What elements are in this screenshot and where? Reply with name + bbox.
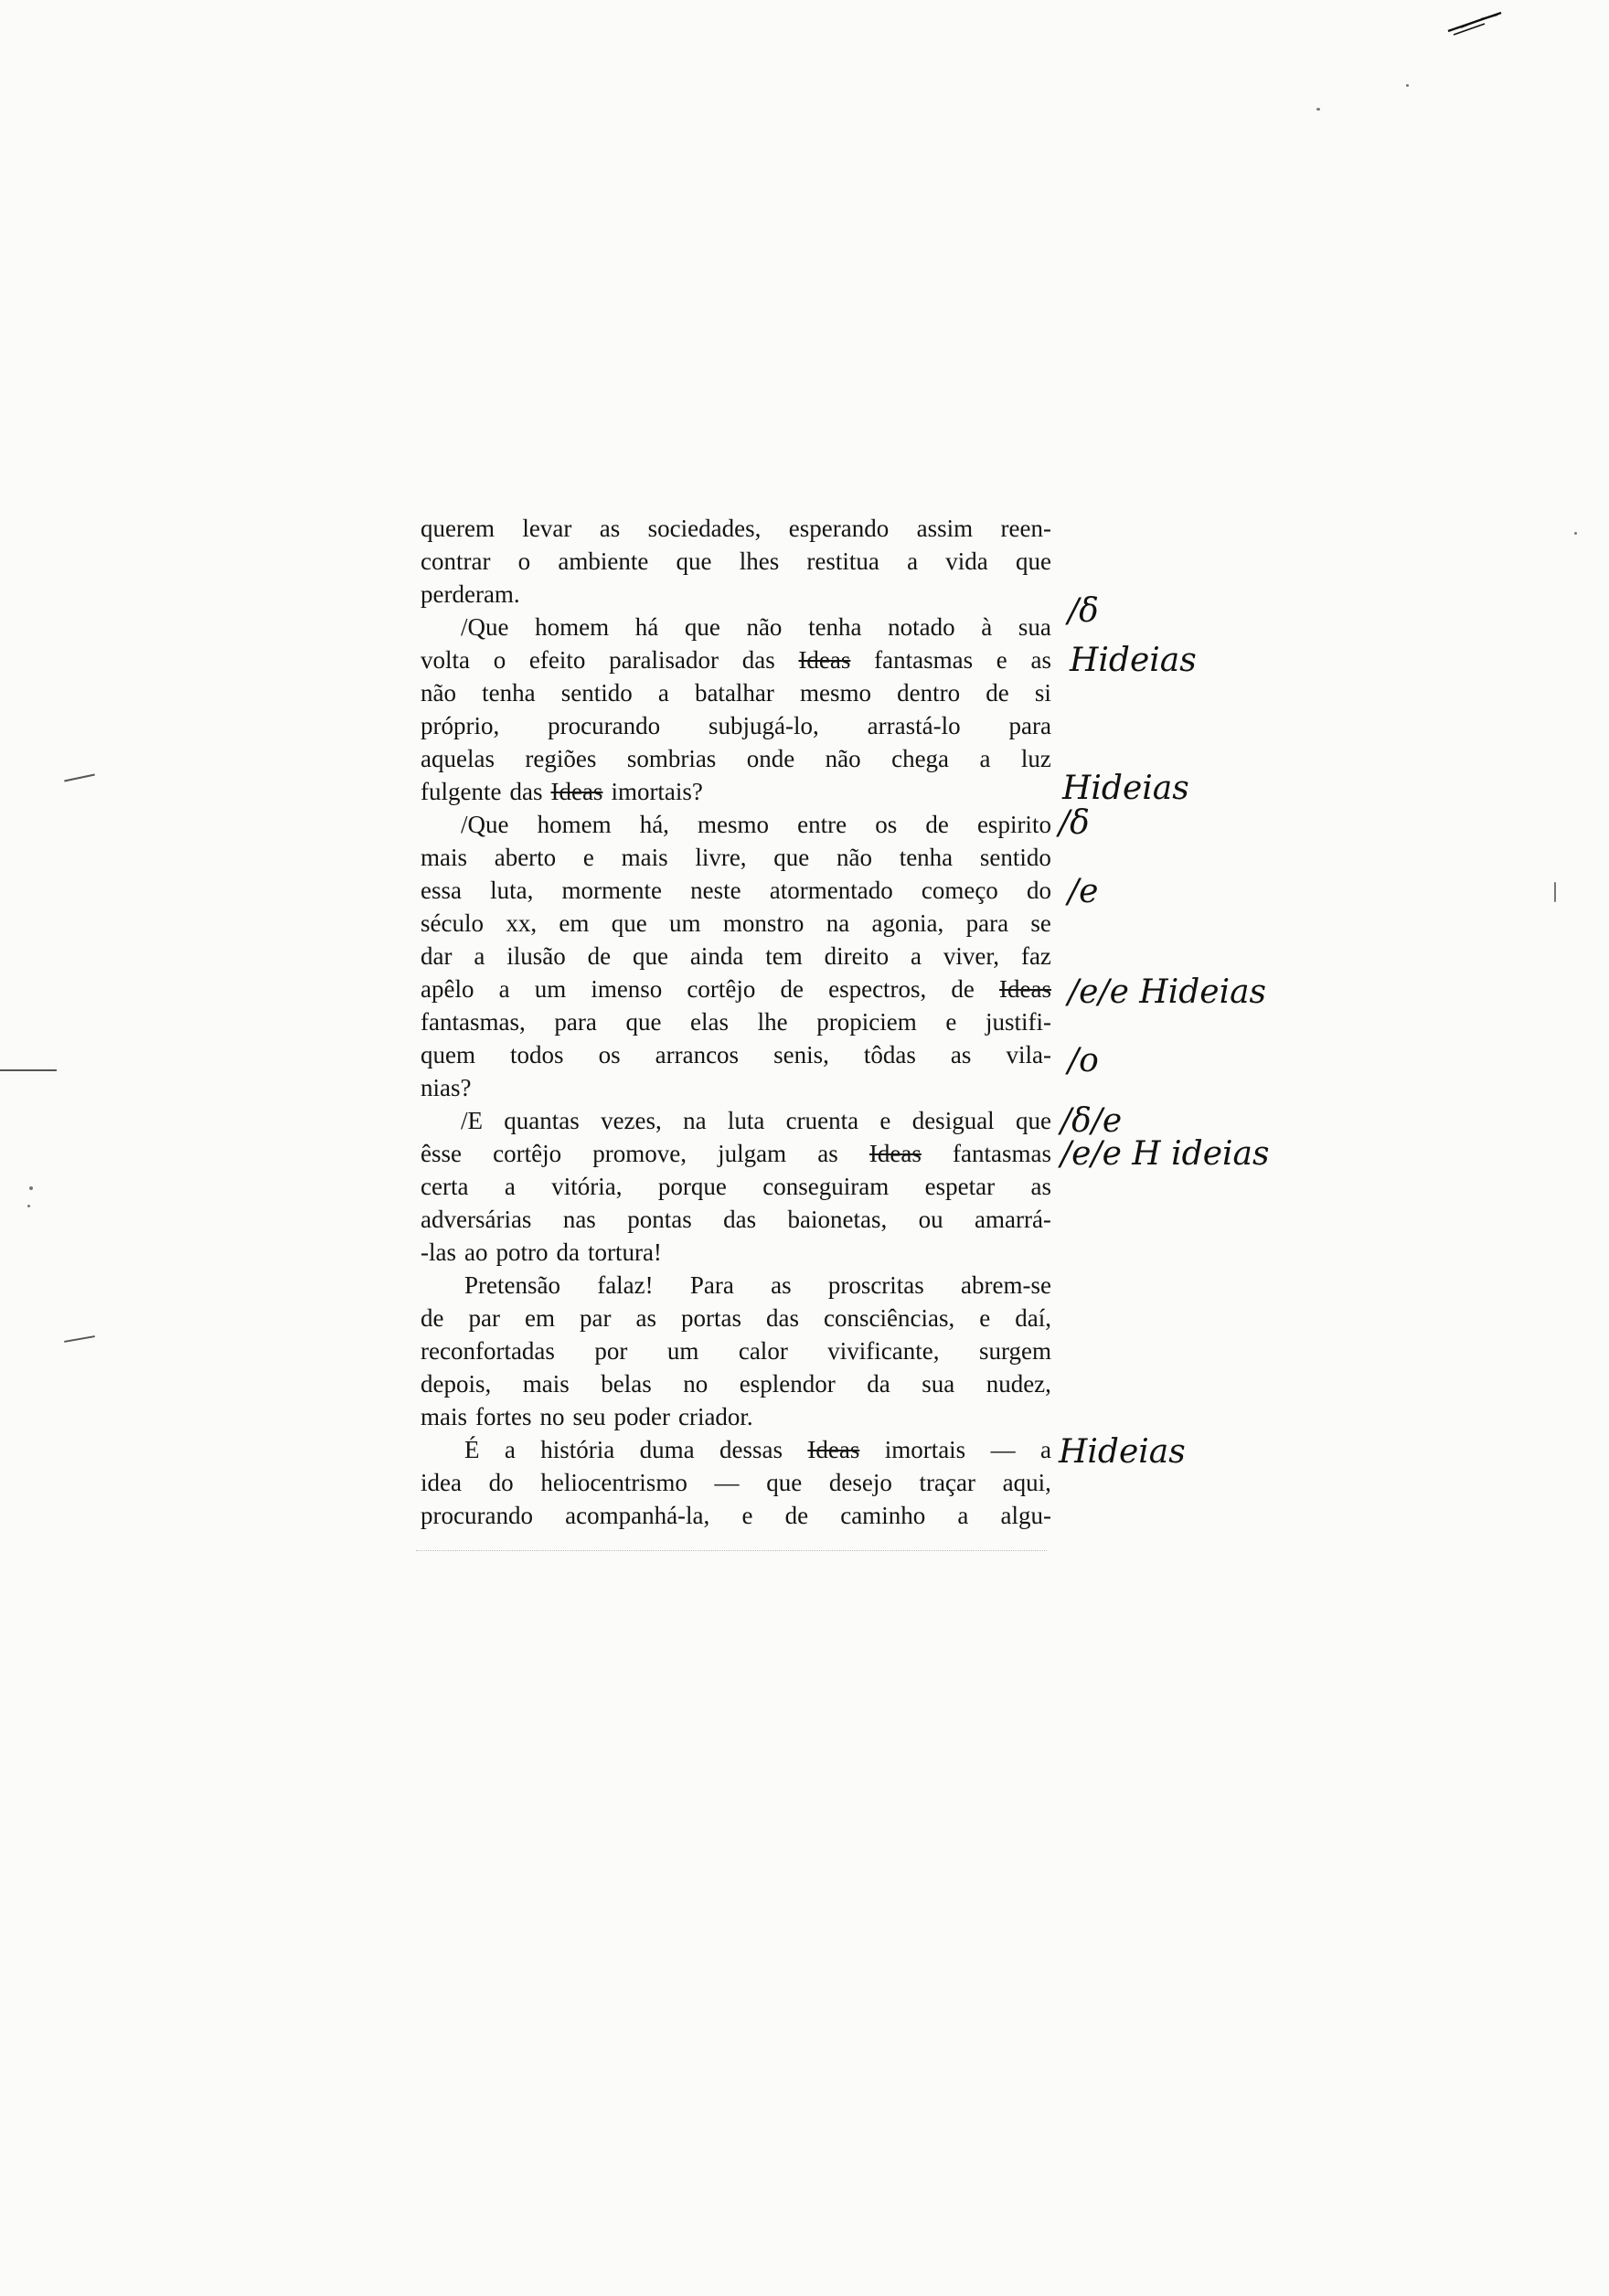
dust-speck <box>27 1205 30 1207</box>
word: a <box>911 942 922 970</box>
word: dentro <box>897 679 961 707</box>
word: a <box>957 1502 969 1529</box>
word: no <box>683 1370 709 1398</box>
word: dar <box>421 942 453 970</box>
word: homem <box>537 811 612 838</box>
word: esperando <box>788 515 890 542</box>
word: algu- <box>1000 1502 1051 1529</box>
word: cortêjo <box>687 975 756 1003</box>
margin-note: /e/e H ideias <box>1060 1135 1270 1173</box>
word: que <box>611 909 647 937</box>
word: das <box>509 778 543 805</box>
word: à <box>981 613 993 641</box>
word: luz <box>1020 745 1051 772</box>
word: senis, <box>773 1041 829 1068</box>
word: caminho <box>840 1502 926 1529</box>
word: de <box>780 975 804 1003</box>
word: atormentado <box>769 877 893 904</box>
word: chega <box>891 745 950 772</box>
word: — <box>714 1469 740 1496</box>
word: para <box>1008 712 1051 739</box>
word: viver, <box>943 942 1000 970</box>
word: sociedades, <box>647 515 762 542</box>
word: no <box>539 1403 565 1430</box>
word: por <box>594 1337 628 1365</box>
word: portas <box>681 1304 742 1332</box>
text-line <box>421 1038 1051 1071</box>
word: e <box>979 1304 991 1332</box>
word: todos <box>510 1041 564 1068</box>
word: e <box>582 844 594 871</box>
word: e <box>879 1107 891 1134</box>
text-line <box>421 1236 1051 1269</box>
word: do <box>1026 877 1051 904</box>
text-line <box>421 1400 1051 1433</box>
text-line <box>421 512 1051 545</box>
word: ao <box>464 1238 488 1266</box>
word: tenha <box>899 844 954 871</box>
word: mormente <box>561 877 662 904</box>
word: fantasmas, <box>421 1008 526 1036</box>
struck-word: Ideas <box>999 975 1051 1003</box>
word: promove, <box>592 1140 687 1167</box>
text-line <box>421 1433 1051 1466</box>
word: pontas <box>627 1206 692 1233</box>
word: imenso <box>591 975 663 1003</box>
word: Para <box>689 1271 734 1299</box>
word: fantasmas <box>874 646 974 674</box>
word: da <box>867 1370 890 1398</box>
word: /Que <box>461 811 509 838</box>
word: um <box>666 1337 699 1365</box>
word: há <box>634 613 659 641</box>
word: espetar <box>924 1173 996 1200</box>
word: das <box>766 1304 800 1332</box>
word: mais <box>522 1370 570 1398</box>
word: espectros, <box>828 975 927 1003</box>
word: imortais? <box>611 778 703 805</box>
word: as <box>1030 1173 1051 1200</box>
faint-rule <box>416 1550 1047 1551</box>
dust-speck <box>1316 108 1320 111</box>
word: nudez, <box>986 1370 1051 1398</box>
word: a <box>657 679 669 707</box>
word: Pretensão <box>464 1271 560 1299</box>
word: que <box>684 613 720 641</box>
text-line <box>421 578 1051 611</box>
word: essa <box>421 877 462 904</box>
word: vida <box>945 547 988 575</box>
word: par <box>580 1304 612 1332</box>
word: si <box>1034 679 1051 707</box>
word: a <box>498 975 510 1003</box>
struck-word: Ideas <box>868 1140 922 1167</box>
word: desigual <box>911 1107 995 1134</box>
word: lhes <box>739 547 780 575</box>
word: há, <box>639 811 669 838</box>
word: elas <box>690 1008 730 1036</box>
word: nas <box>562 1206 596 1233</box>
word: heliocentrismo <box>540 1469 687 1496</box>
text-line <box>421 1499 1051 1532</box>
margin-note: Hideias <box>1062 770 1189 807</box>
word: lhe <box>757 1008 788 1036</box>
word: ou <box>918 1206 943 1233</box>
word: propiciem <box>816 1008 917 1036</box>
word: começo <box>921 877 998 904</box>
text-line <box>421 907 1051 940</box>
word: julgam <box>718 1140 787 1167</box>
word: mais <box>421 844 467 871</box>
word: conseguiram <box>762 1173 890 1200</box>
word: e <box>996 646 1007 674</box>
text-line <box>421 775 1051 808</box>
text-line <box>421 1170 1051 1203</box>
word: a <box>504 1436 516 1463</box>
word: calor <box>738 1337 788 1365</box>
word: procurando <box>421 1502 533 1529</box>
margin-note: /δ/e <box>1060 1102 1123 1140</box>
word: quantas <box>504 1107 580 1134</box>
word: faz <box>1020 942 1051 970</box>
text-line <box>421 676 1051 709</box>
word: querem <box>421 515 495 542</box>
word: sentido <box>560 679 633 707</box>
word: que <box>1015 1107 1051 1134</box>
word: desejo <box>828 1469 892 1496</box>
word: tenha <box>482 679 536 707</box>
word: nias? <box>421 1074 472 1101</box>
word: sua <box>922 1370 955 1398</box>
word: potro <box>495 1238 549 1266</box>
word: sua <box>1018 613 1051 641</box>
word: luta <box>727 1107 765 1134</box>
word: que <box>633 942 668 970</box>
word: história <box>540 1436 615 1463</box>
word: ambiente <box>558 547 649 575</box>
word: sombrias <box>626 745 717 772</box>
margin-note: /o <box>1068 1042 1099 1079</box>
word: sentido <box>979 844 1051 871</box>
word: dessas <box>719 1436 783 1463</box>
word: consciências, <box>824 1304 955 1332</box>
word: em <box>559 909 590 937</box>
word: reconfortadas <box>421 1337 555 1365</box>
word: restitua <box>806 547 879 575</box>
word: certa <box>421 1173 469 1200</box>
word: traçar <box>919 1469 975 1496</box>
word: criador. <box>677 1403 753 1430</box>
word: homem <box>535 613 610 641</box>
margin-note: Hideias <box>1059 1433 1186 1471</box>
word: que <box>773 844 810 871</box>
dust-speck <box>1406 84 1409 87</box>
word: século <box>421 909 484 937</box>
text-line <box>421 874 1051 907</box>
word: neste <box>690 877 741 904</box>
word: aquelas <box>421 745 495 772</box>
margin-note: /e/e Hideias <box>1068 973 1267 1011</box>
text-line <box>421 1104 1051 1137</box>
word: É <box>464 1436 480 1463</box>
text-line <box>421 709 1051 742</box>
word: o <box>517 547 531 575</box>
margin-note: /δ <box>1068 592 1099 630</box>
word: falaz! <box>597 1271 654 1299</box>
word: esplendor <box>739 1370 836 1398</box>
word: procurando <box>548 712 661 739</box>
word: contrar <box>421 547 491 575</box>
word: mesmo <box>698 811 770 838</box>
word: um <box>669 909 701 937</box>
word: espirito <box>976 811 1051 838</box>
word: de <box>986 679 1009 707</box>
word: se <box>1030 909 1051 937</box>
word: vila- <box>1006 1041 1051 1068</box>
word: as <box>771 1271 792 1299</box>
word: cruenta <box>785 1107 859 1134</box>
word: não <box>746 613 783 641</box>
word: reen- <box>1000 515 1051 542</box>
word: a <box>907 547 919 575</box>
word: monstro <box>722 909 804 937</box>
word: onde <box>746 745 795 772</box>
word: na <box>826 909 850 937</box>
word: quem <box>421 1041 475 1068</box>
word: volta <box>421 646 470 674</box>
word: luta, <box>490 877 534 904</box>
word: as <box>599 515 621 542</box>
body-text <box>421 512 1051 1532</box>
word: regiões <box>525 745 597 772</box>
dust-speck <box>1574 532 1577 535</box>
word: para <box>554 1008 597 1036</box>
text-line <box>421 1137 1051 1170</box>
word: a <box>504 1173 516 1200</box>
text-line <box>421 940 1051 973</box>
word: que <box>676 547 712 575</box>
word: belas <box>601 1370 652 1398</box>
word: duma <box>639 1436 695 1463</box>
word: agonia, <box>871 909 944 937</box>
word: efeito <box>528 646 586 674</box>
word: batalhar <box>694 679 774 707</box>
text-line <box>421 1071 1051 1104</box>
word: — <box>990 1436 1016 1463</box>
text-line <box>421 973 1051 1005</box>
corner-page-mark <box>1444 4 1508 40</box>
word: de <box>925 811 949 838</box>
word: perderam. <box>421 580 520 608</box>
word: ilusão <box>506 942 566 970</box>
word: que <box>766 1469 803 1496</box>
word: das <box>723 1206 757 1233</box>
word: surgem <box>978 1337 1051 1365</box>
word: mesmo <box>800 679 872 707</box>
text-line <box>421 1367 1051 1400</box>
text-line <box>421 1203 1051 1236</box>
word: fulgente <box>421 778 502 805</box>
word: idea <box>421 1469 462 1496</box>
word: arrancos <box>655 1041 740 1068</box>
text-line <box>421 1302 1051 1334</box>
word: poder <box>613 1403 670 1430</box>
word: aberto <box>494 844 557 871</box>
word: não <box>836 844 872 871</box>
word: ainda <box>689 942 744 970</box>
word: a <box>979 745 991 772</box>
word: assim <box>916 515 974 542</box>
text-line <box>421 545 1051 578</box>
word: o <box>493 646 506 674</box>
word: acompanhá-la, <box>565 1502 710 1529</box>
word: de <box>421 1304 444 1332</box>
word: daí, <box>1015 1304 1051 1332</box>
word: de <box>587 942 612 970</box>
margin-note: /e <box>1068 873 1099 910</box>
word: de <box>784 1502 809 1529</box>
word: direito <box>824 942 890 970</box>
word: livre, <box>695 844 747 871</box>
word: mais <box>421 1403 467 1430</box>
text-line <box>421 1334 1051 1367</box>
word: próprio, <box>421 712 500 739</box>
word: paralisador <box>609 646 719 674</box>
word: vivificante, <box>827 1337 940 1365</box>
scan-edge-mark <box>0 1069 57 1071</box>
text-line <box>421 1466 1051 1499</box>
struck-word: Ideas <box>807 1436 860 1463</box>
word: na <box>683 1107 707 1134</box>
word: mais <box>621 844 668 871</box>
word: baionetas, <box>787 1206 888 1233</box>
word: justifi- <box>985 1008 1051 1036</box>
word: que <box>1016 547 1051 575</box>
word: aqui, <box>1002 1469 1051 1496</box>
word: amarrá- <box>975 1206 1051 1233</box>
text-line <box>421 1269 1051 1302</box>
text-line <box>421 841 1051 874</box>
word: das <box>741 646 775 674</box>
word: não <box>825 745 861 772</box>
word: proscritas <box>827 1271 924 1299</box>
text-line <box>421 611 1051 643</box>
word: tem <box>765 942 803 970</box>
word: xx, <box>506 909 538 937</box>
word: tôdas <box>863 1041 916 1068</box>
word: vezes, <box>601 1107 662 1134</box>
word: par <box>468 1304 500 1332</box>
word: do <box>488 1469 514 1496</box>
word: subjugá-lo, <box>709 712 819 739</box>
word: imortais <box>884 1436 966 1463</box>
word: que <box>625 1008 662 1036</box>
word: os <box>598 1041 621 1068</box>
struck-word: Ideas <box>550 778 603 805</box>
dust-speck <box>29 1186 33 1190</box>
word: as <box>817 1140 838 1167</box>
word: vitória, <box>551 1173 623 1200</box>
dust-speck <box>1554 882 1556 902</box>
word: não <box>421 679 456 707</box>
word: fortes <box>475 1403 532 1430</box>
word: depois, <box>421 1370 492 1398</box>
word: de <box>951 975 975 1003</box>
word: e <box>741 1502 753 1529</box>
word: arrastá-lo <box>867 712 961 739</box>
word: abrem-se <box>961 1271 1051 1299</box>
word: -las <box>421 1238 456 1266</box>
word: /E <box>461 1107 483 1134</box>
scan-edge-mark <box>64 773 95 781</box>
word: para <box>965 909 1009 937</box>
word: os <box>875 811 898 838</box>
margin-note: Hideias <box>1070 642 1197 679</box>
word: um <box>534 975 567 1003</box>
word: tortura! <box>587 1238 662 1266</box>
word: da <box>556 1238 580 1266</box>
word: entre <box>797 811 847 838</box>
scan-edge-mark <box>64 1335 95 1343</box>
word: em <box>525 1304 555 1332</box>
word: cortêjo <box>493 1140 562 1167</box>
word: as <box>1030 646 1051 674</box>
word: adversárias <box>421 1206 532 1233</box>
word: êsse <box>421 1140 462 1167</box>
word: /Que <box>461 613 509 641</box>
struck-word: Ideas <box>798 646 851 674</box>
word: seu <box>572 1403 606 1430</box>
word: as <box>635 1304 657 1332</box>
word: porque <box>657 1173 727 1200</box>
text-line <box>421 808 1051 841</box>
margin-note: /δ <box>1059 804 1090 842</box>
word: a <box>474 942 485 970</box>
text-line <box>421 643 1051 676</box>
word: apêlo <box>421 975 474 1003</box>
word: a <box>1039 1436 1051 1463</box>
word: fantasmas <box>953 1140 1051 1167</box>
word: notado <box>888 613 955 641</box>
text-line <box>421 742 1051 775</box>
word: e <box>945 1008 957 1036</box>
text-line <box>421 1005 1051 1038</box>
word: levar <box>522 515 572 542</box>
word: tenha <box>808 613 862 641</box>
word: as <box>950 1041 972 1068</box>
